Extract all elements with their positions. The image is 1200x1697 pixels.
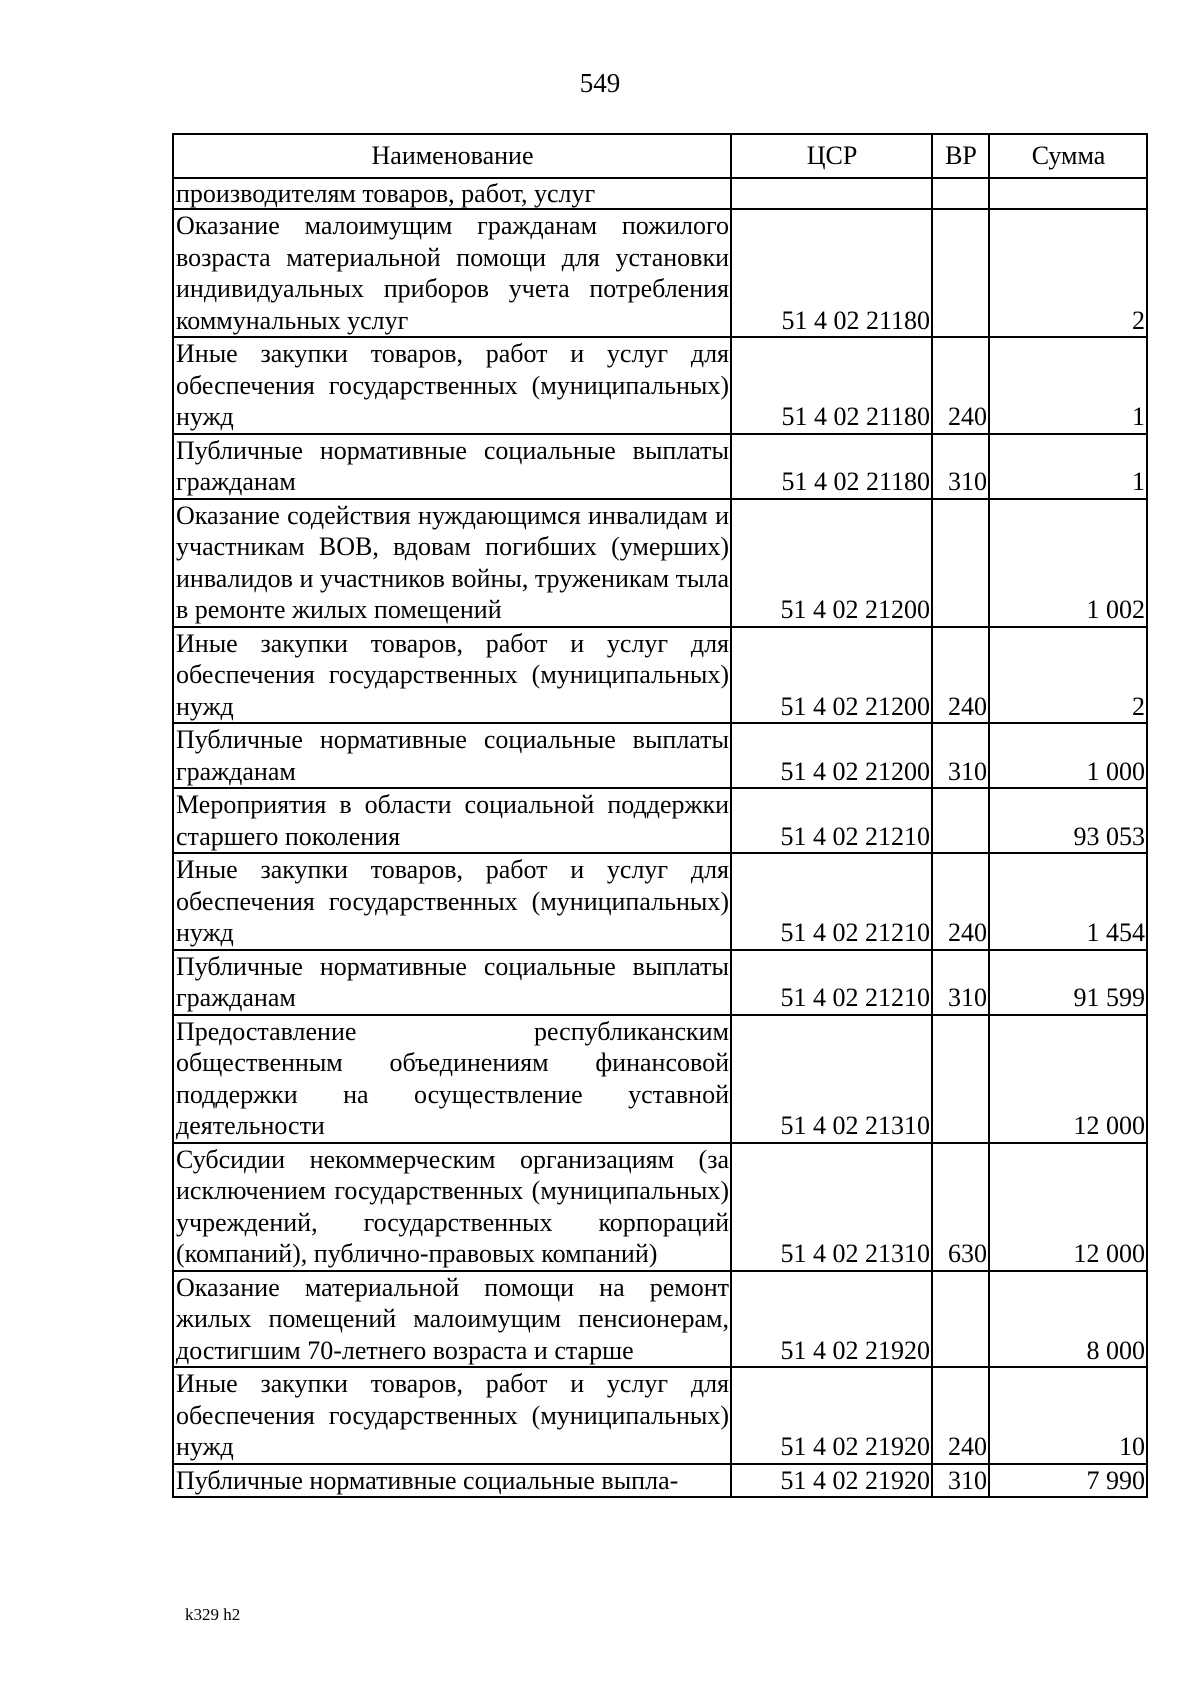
- row-sum: 8 000: [989, 1271, 1147, 1368]
- row-name: Предоставление республиканским общественным объединениям финансовой поддержки на осуществление уставной деятельности: [173, 1015, 731, 1143]
- row-vr: 240: [932, 1367, 989, 1464]
- budget-table: [172, 133, 1148, 1498]
- table-row: [173, 337, 1147, 434]
- table-row: [173, 499, 1147, 627]
- row-name: Оказание малоимущим гражданам пожилого возраста материальной помощи для установки индивидуальных приборов учета потребления коммунальных услуг: [173, 209, 731, 337]
- table-row: [173, 788, 1147, 853]
- row-vr: 630: [932, 1143, 989, 1271]
- table-row: [173, 853, 1147, 950]
- row-name: Оказание материальной помощи на ремонт жилых помещений малоимущим пенсионерам, достигшим 70-летнего возраста и старше: [173, 1271, 731, 1368]
- row-vr: [932, 178, 989, 209]
- row-csr: 51 4 02 21210: [731, 853, 932, 950]
- row-vr: 310: [932, 950, 989, 1015]
- header-name: Наименование: [173, 134, 731, 178]
- row-vr: [932, 209, 989, 337]
- row-csr: [731, 178, 932, 209]
- row-sum: 12 000: [989, 1143, 1147, 1271]
- header-sum: Сумма: [989, 134, 1147, 178]
- row-vr: 310: [932, 434, 989, 499]
- row-csr: 51 4 02 21210: [731, 788, 932, 853]
- table-row: [173, 627, 1147, 724]
- row-name: Иные закупки товаров, работ и услуг для обеспечения государственных (муниципальных) нужд: [173, 853, 731, 950]
- table-row: [173, 1015, 1147, 1143]
- table-row: [173, 1143, 1147, 1271]
- row-name: Оказание содействия нуждающимся инвалидам и участникам ВОВ, вдовам погибших (умерших) инвалидов и участников войны, труженикам тыла в ремонте жилых помещений: [173, 499, 731, 627]
- row-sum: [989, 178, 1147, 209]
- row-name: Публичные нормативные социальные выплаты гражданам: [173, 723, 731, 788]
- row-name: Иные закупки товаров, работ и услуг для обеспечения государственных (муниципальных) нужд: [173, 1367, 731, 1464]
- table-row: [173, 1271, 1147, 1368]
- row-vr: 310: [932, 723, 989, 788]
- row-sum: 1: [989, 434, 1147, 499]
- row-name: Публичные нормативные социальные выплаты гражданам: [173, 434, 731, 499]
- table-row: [173, 178, 1147, 209]
- row-sum: 2: [989, 627, 1147, 724]
- table-row: [173, 723, 1147, 788]
- row-sum: 1 002: [989, 499, 1147, 627]
- table-row: [173, 1464, 1147, 1498]
- row-sum: 1: [989, 337, 1147, 434]
- row-sum: 2: [989, 209, 1147, 337]
- row-csr: 51 4 02 21310: [731, 1143, 932, 1271]
- row-vr: [932, 499, 989, 627]
- row-csr: 51 4 02 21210: [731, 950, 932, 1015]
- header-vr: ВР: [932, 134, 989, 178]
- row-vr: 240: [932, 627, 989, 724]
- row-vr: 240: [932, 853, 989, 950]
- table-row: [173, 434, 1147, 499]
- row-csr: 51 4 02 21180: [731, 209, 932, 337]
- row-csr: 51 4 02 21200: [731, 627, 932, 724]
- row-sum: 10: [989, 1367, 1147, 1464]
- table-row: [173, 950, 1147, 1015]
- table-header-row: [173, 134, 1147, 178]
- row-csr: 51 4 02 21200: [731, 499, 932, 627]
- row-csr: 51 4 02 21200: [731, 723, 932, 788]
- row-name: Публичные нормативные социальные выпла-: [173, 1464, 731, 1498]
- row-csr: 51 4 02 21180: [731, 337, 932, 434]
- row-vr: 240: [932, 337, 989, 434]
- row-csr: 51 4 02 21920: [731, 1367, 932, 1464]
- row-name: Иные закупки товаров, работ и услуг для обеспечения государственных (муниципальных) нужд: [173, 337, 731, 434]
- row-vr: 310: [932, 1464, 989, 1498]
- page-number: 549: [579, 68, 621, 98]
- row-csr: 51 4 02 21920: [731, 1271, 932, 1368]
- row-sum: 7 990: [989, 1464, 1147, 1498]
- row-name: Субсидии некоммерческим организациям (за исключением государственных (муниципальных) учреждений, государственных корпораций (компаний), публично-правовых компаний): [173, 1143, 731, 1271]
- table-row: [173, 209, 1147, 337]
- row-name: Публичные нормативные социальные выплаты гражданам: [173, 950, 731, 1015]
- row-vr: [932, 1271, 989, 1368]
- row-vr: [932, 788, 989, 853]
- row-sum: 1 454: [989, 853, 1147, 950]
- row-sum: 1 000: [989, 723, 1147, 788]
- row-csr: 51 4 02 21310: [731, 1015, 932, 1143]
- footer-document-code: k329 h2: [185, 1605, 241, 1624]
- row-name: Иные закупки товаров, работ и услуг для обеспечения государственных (муниципальных) нужд: [173, 627, 731, 724]
- row-csr: 51 4 02 21920: [731, 1464, 932, 1498]
- header-csr: ЦСР: [731, 134, 932, 178]
- row-sum: 91 599: [989, 950, 1147, 1015]
- row-sum: 12 000: [989, 1015, 1147, 1143]
- row-name: Мероприятия в области социальной поддержки старшего поколения: [173, 788, 731, 853]
- row-csr: 51 4 02 21180: [731, 434, 932, 499]
- row-sum: 93 053: [989, 788, 1147, 853]
- table-row: [173, 1367, 1147, 1464]
- row-vr: [932, 1015, 989, 1143]
- row-name: производителям товаров, работ, услуг: [173, 178, 731, 209]
